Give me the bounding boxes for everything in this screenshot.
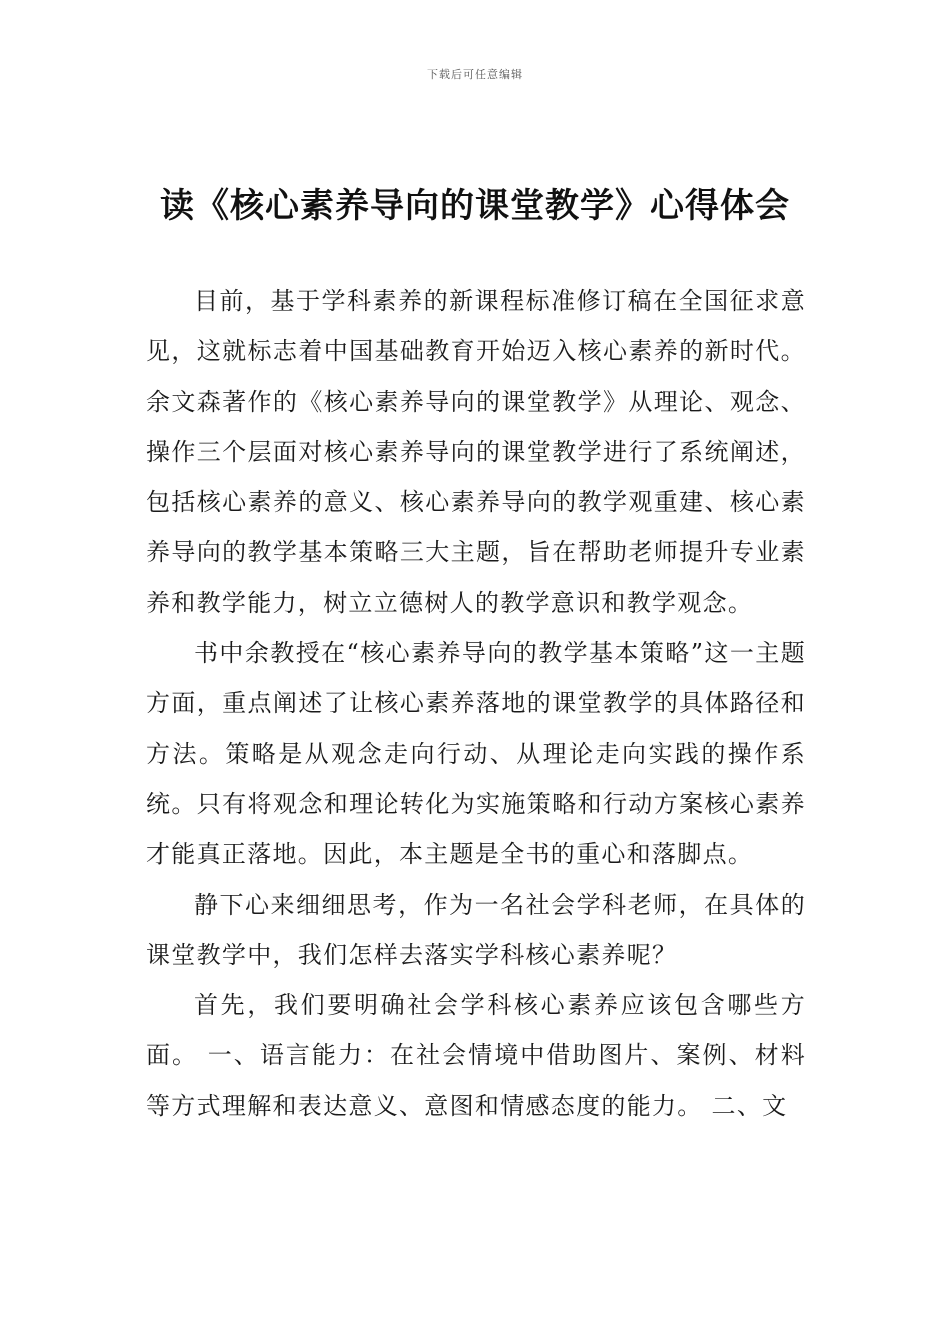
- header-note: 下载后可任意编辑: [427, 68, 523, 81]
- document-title: 读《核心素养导向的课堂教学》心得体会: [160, 186, 790, 226]
- paragraph-4: 首先，我们要明确社会学科核心素养应该包含哪些方面。 一、语言能力：在社会情境中借助图片、案例、材料等方式理解和表达意义、意图和情感态度的能力。 二、文: [146, 991, 806, 1120]
- paragraph-2: 书中余教授在“核心素养导向的教学基本策略”这一主题方面，重点阐述了让核心素养落地的课堂教学的具体路径和方法。策略是从观念走向行动、从理论走向实践的操作系统。只有将观念和理论转化为实施策略和行动方案核心素养才能真正落地。因此，本主题是全书的重心和落脚点。: [146, 639, 806, 869]
- paragraph-3: 静下心来细细思考，作为一名社会学科老师，在具体的课堂教学中，我们怎样去落实学科核心素养呢？: [146, 890, 806, 969]
- paragraph-1: 目前，基于学科素养的新课程标准修订稿在全国征求意见，这就标志着中国基础教育开始迈入核心素养的新时代。余文森著作的《核心素养导向的课堂教学》从理论、观念、操作三个层面对核心素养导向的课堂教学进行了系统阐述，包括核心素养的意义、核心素养导向的教学观重建、核心素养导向的教学基本策略三大主题，旨在帮助老师提升专业素养和教学能力，树立立德树人的教学意识和教学观念。: [146, 287, 806, 617]
- document-body: [146, 276, 806, 1131]
